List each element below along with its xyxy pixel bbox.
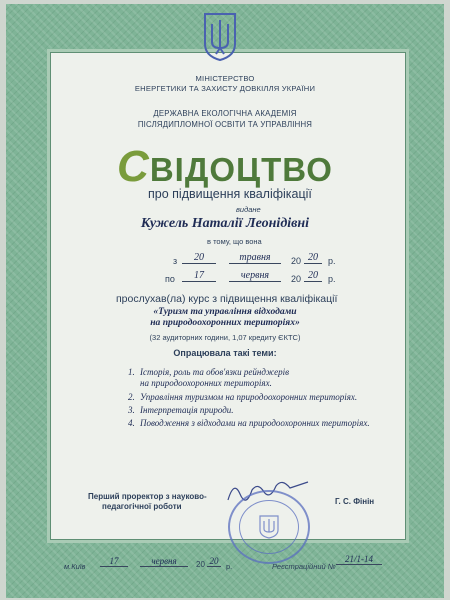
- date-from-year: 20: [304, 252, 322, 264]
- academy-line-2: ПІСЛЯДИПЛОМНОЇ ОСВІТИ ТА УПРАВЛІННЯ: [137, 120, 313, 129]
- footer-day: 17: [100, 556, 128, 567]
- topic-1-line-2: на природоохоронних територіях.: [140, 378, 272, 388]
- that-label: в тому, що вона: [207, 237, 262, 246]
- date-to-year: 20: [304, 270, 322, 282]
- date-to-suffix: р.: [328, 274, 336, 284]
- registration-number: 21/1-14: [336, 554, 382, 565]
- course-hours: (32 аудиторних години, 1,07 кредиту ЄКТС): [149, 333, 301, 342]
- topic-3-number: 3.: [128, 405, 135, 415]
- footer-city: м.Київ: [64, 562, 86, 571]
- title-rest: ВІДОЦТВО: [149, 151, 333, 188]
- topic-1-number: 1.: [128, 367, 135, 377]
- footer-year: 20: [207, 556, 221, 567]
- footer-month: червня: [140, 556, 188, 567]
- date-to-day: 17: [182, 270, 216, 282]
- course-title: [0, 306, 450, 328]
- ministry-line-2: ЕНЕРГЕТИКИ ТА ЗАХИСТУ ДОВКІЛЛЯ УКРАЇНИ: [134, 84, 316, 93]
- signer-name: Г. С. Фінін: [335, 497, 375, 506]
- signer-position-line-1: Перший проректор з науково-: [88, 492, 207, 501]
- certificate-subtitle: про підвищення кваліфікації: [148, 187, 312, 201]
- trident-emblem-icon: [203, 12, 237, 62]
- footer-year-prefix: 20: [196, 560, 205, 569]
- topic-3-text: Інтерпретація природи.: [140, 405, 234, 415]
- date-to-prefix: по: [165, 274, 175, 284]
- course-intro: прослухав(ла) курс з підвищення кваліфікації: [116, 293, 338, 305]
- issued-label: видане: [236, 205, 261, 214]
- date-from-prefix: з: [173, 256, 178, 266]
- recipient-name: Кужель Наталії Леонідівні: [140, 216, 310, 231]
- registration-label: Реєстраційний №: [272, 562, 336, 571]
- certificate-title: [0, 142, 450, 192]
- topic-2-text: Управління туризмом на природоохоронних територіях.: [140, 392, 358, 402]
- footer-year-suffix: р.: [226, 562, 233, 571]
- title-initial: С: [117, 142, 150, 191]
- date-from-day: 20: [182, 252, 216, 264]
- date-from-suffix: р.: [328, 256, 336, 266]
- date-from-year-prefix: 20: [291, 256, 302, 266]
- stamp-emblem-icon: [258, 514, 280, 540]
- ministry-line-1: МІНІСТЕРСТВО: [195, 74, 255, 83]
- topic-4-number: 4.: [128, 418, 135, 428]
- academy-line-1: ДЕРЖАВНА ЕКОЛОГІЧНА АКАДЕМІЯ: [153, 109, 297, 118]
- course-title-line-1: «Туризм та управління відходами: [153, 306, 297, 317]
- signer-position-line-2: педагогічної роботи: [102, 502, 182, 511]
- ministry-name: [0, 74, 450, 94]
- topic-1-line-1: Історія, роль та обов'язки рейнджерів: [140, 367, 290, 377]
- course-title-line-2: на природоохоронних територіях»: [150, 317, 300, 328]
- topic-1-text: [140, 367, 289, 389]
- date-to-month: червня: [229, 270, 281, 282]
- date-to-year-prefix: 20: [291, 274, 302, 284]
- topics-heading: Опрацювала такі теми:: [173, 348, 277, 358]
- official-stamp: [228, 490, 310, 564]
- topic-4-text: Поводження з відходами на природоохоронних територіях.: [140, 418, 370, 428]
- topic-2-number: 2.: [128, 392, 135, 402]
- date-from-month: травня: [229, 252, 281, 264]
- signer-position: [88, 492, 207, 512]
- academy-name: [0, 108, 450, 130]
